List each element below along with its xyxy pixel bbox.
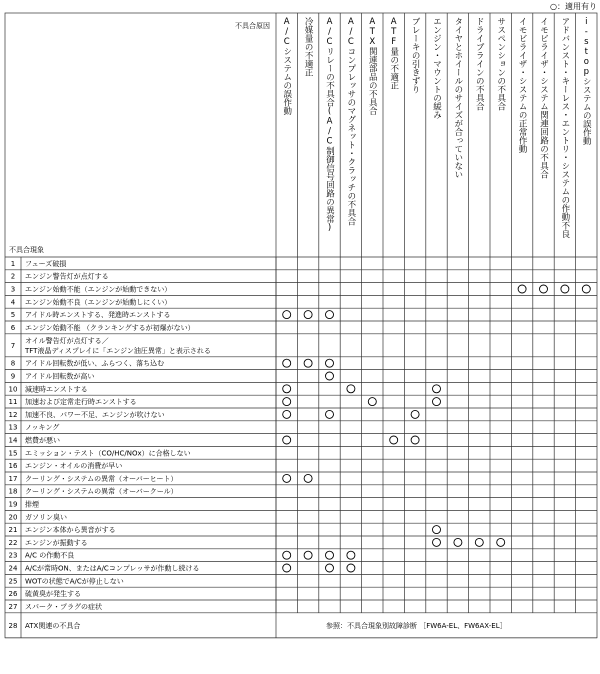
applicable-mark	[540, 285, 548, 293]
column-header: タイヤとホイールのサイズが合っていない	[452, 17, 463, 179]
symptom-header: 不具合現象	[9, 246, 44, 254]
legend: ○：適用有り	[550, 2, 597, 11]
row-number: 21	[8, 526, 18, 535]
applicable-mark	[582, 285, 590, 293]
row-symptom: クーリング・システムの異常（オーバーヒート）	[25, 474, 178, 483]
row-number: 17	[8, 474, 18, 483]
row-symptom: スパーク・プラグの症状	[25, 602, 102, 611]
row-number: 28	[8, 621, 18, 630]
column-header: ブレーキの引きずり	[410, 17, 421, 94]
row-symptom: エンジンが振動する	[25, 538, 88, 547]
applicable-mark	[326, 564, 334, 572]
applicable-mark	[411, 436, 419, 444]
row-symptom-line2: TFT液晶ディスプレイに「エンジン油圧異常」と表示される	[25, 346, 211, 355]
column-header: ATX関連部品の不具合	[367, 17, 378, 115]
row-number: 6	[10, 323, 16, 332]
row-number: 1	[10, 259, 16, 268]
applicable-mark	[304, 551, 312, 559]
row-number: 20	[8, 513, 18, 522]
applicable-mark	[454, 538, 462, 546]
applicable-mark	[368, 398, 376, 406]
row-number: 13	[8, 423, 18, 432]
row-symptom: 燃費が悪い	[25, 436, 60, 445]
row-symptom: 減速時エンストする	[25, 385, 88, 394]
row-symptom: 排煙	[25, 500, 39, 509]
row-symptom: エミッション・テスト（CO/HC/NOx）に合格しない	[25, 449, 191, 458]
row-symptom: WOTの状態でA/Cが停止しない	[25, 577, 124, 586]
row-number: 26	[8, 590, 18, 599]
applicable-mark	[304, 359, 312, 367]
row-symptom: ノッキング	[25, 423, 60, 432]
row-number: 9	[10, 372, 16, 381]
applicable-mark	[433, 398, 441, 406]
row-number: 11	[8, 398, 18, 407]
row-number: 10	[8, 385, 18, 394]
row-number: 14	[8, 436, 18, 445]
applicable-mark	[347, 385, 355, 393]
column-header: エンジン・マウントの緩み	[431, 17, 442, 119]
applicable-mark	[475, 538, 483, 546]
column-header: A/Cコンプレッサのマグネット・クラッチの不具合	[345, 17, 356, 226]
applicable-mark	[518, 285, 526, 293]
row-number: 24	[8, 564, 18, 573]
column-header: サスペンションの不具合	[495, 17, 506, 111]
column-header: イモビライザ・システム関連回路の不具合	[538, 17, 549, 179]
applicable-mark	[433, 538, 441, 546]
applicable-mark	[433, 526, 441, 534]
column-header: ドライブラインの不具合	[474, 17, 485, 111]
row-symptom: ATX関連の不具合	[25, 621, 81, 630]
row-symptom: 加速および定常走行時エンストする	[25, 398, 137, 407]
row-number: 22	[8, 538, 18, 547]
applicable-mark	[497, 538, 505, 546]
applicable-mark	[326, 372, 334, 380]
row-symptom: アイドル時エンストする、発進時エンストする	[25, 311, 171, 320]
applicable-mark	[304, 474, 312, 482]
applicable-mark	[283, 385, 291, 393]
row-number: 16	[8, 462, 18, 471]
applicable-mark	[283, 398, 291, 406]
row-number: 27	[8, 602, 18, 611]
row-note: 参照：不具合現象別故障診断 ［FW6A-EL、FW6AX-EL］	[326, 621, 507, 630]
row-number: 5	[10, 311, 16, 320]
row-number: 4	[10, 298, 16, 307]
applicable-mark	[347, 551, 355, 559]
row-number: 7	[10, 341, 16, 350]
column-header: A/Cリレーの不具合(A/C制御信号回路の異常)	[324, 17, 335, 233]
row-number: 19	[8, 500, 18, 509]
applicable-mark	[411, 410, 419, 418]
row-symptom: A/Cが常時ON、またはA/Cコンプレッサが作動し続ける	[25, 564, 200, 573]
row-symptom: エンジン・オイルの消費が早い	[25, 462, 123, 471]
row-symptom: エンジン警告灯が点灯する	[25, 272, 109, 281]
column-header: イモビライザ・システムの正常作動	[517, 17, 528, 153]
applicable-mark	[283, 410, 291, 418]
row-symptom: A/C の作動不良	[25, 551, 75, 560]
row-symptom: 加速不良、パワー不足、エンジンが吹けない	[25, 410, 165, 419]
applicable-mark	[283, 359, 291, 367]
applicable-mark	[326, 311, 334, 319]
row-number: 3	[10, 285, 16, 294]
applicable-mark	[433, 385, 441, 393]
cause-header: 不具合原因	[235, 22, 270, 30]
applicable-mark	[326, 410, 334, 418]
applicable-mark	[326, 551, 334, 559]
applicable-mark	[390, 436, 398, 444]
applicable-mark	[283, 551, 291, 559]
row-number: 12	[8, 410, 18, 419]
row-number: 18	[8, 487, 18, 496]
applicable-mark	[326, 359, 334, 367]
row-number: 15	[8, 449, 18, 458]
row-symptom: ガソリン臭い	[25, 513, 67, 522]
row-symptom: 硫黄臭が発生する	[25, 590, 81, 599]
row-number: 25	[8, 577, 18, 586]
column-header: i-stopシステムの誤作動	[581, 17, 592, 145]
column-header: 冷媒量の不適正	[303, 17, 314, 77]
column-header: A/Cシステムの誤作動	[281, 17, 292, 115]
row-symptom: フューズ破損	[25, 259, 67, 268]
row-symptom: エンジン始動不能 （クランキングするが初爆がない）	[25, 323, 195, 332]
column-header: ATF量の不適正	[388, 17, 399, 90]
row-symptom: アイドル回転数が低い、ふらつく、落ち込む	[25, 359, 165, 368]
row-number: 23	[8, 551, 18, 560]
applicable-mark	[561, 285, 569, 293]
applicable-mark	[304, 311, 312, 319]
applicable-mark	[283, 311, 291, 319]
row-number: 8	[10, 359, 16, 368]
row-symptom: アイドル回転数が高い	[25, 372, 95, 381]
column-header: アドバンスト・キーレス・エントリ・システムの作動不良	[559, 17, 570, 238]
applicable-mark	[347, 564, 355, 572]
row-number: 2	[10, 272, 16, 281]
row-symptom: オイル警告灯が点灯する／	[25, 336, 109, 345]
row-symptom: クーリング・システムの異常（オーバークール）	[25, 487, 178, 496]
row-symptom: エンジン本体から異音がする	[25, 526, 116, 535]
applicable-mark	[283, 474, 291, 482]
applicable-mark	[283, 564, 291, 572]
applicable-mark	[283, 436, 291, 444]
row-symptom: エンジン始動不能（エンジンが始動できない）	[25, 285, 172, 294]
row-symptom: エンジン始動不良（エンジンが始動しにくい）	[25, 298, 172, 307]
